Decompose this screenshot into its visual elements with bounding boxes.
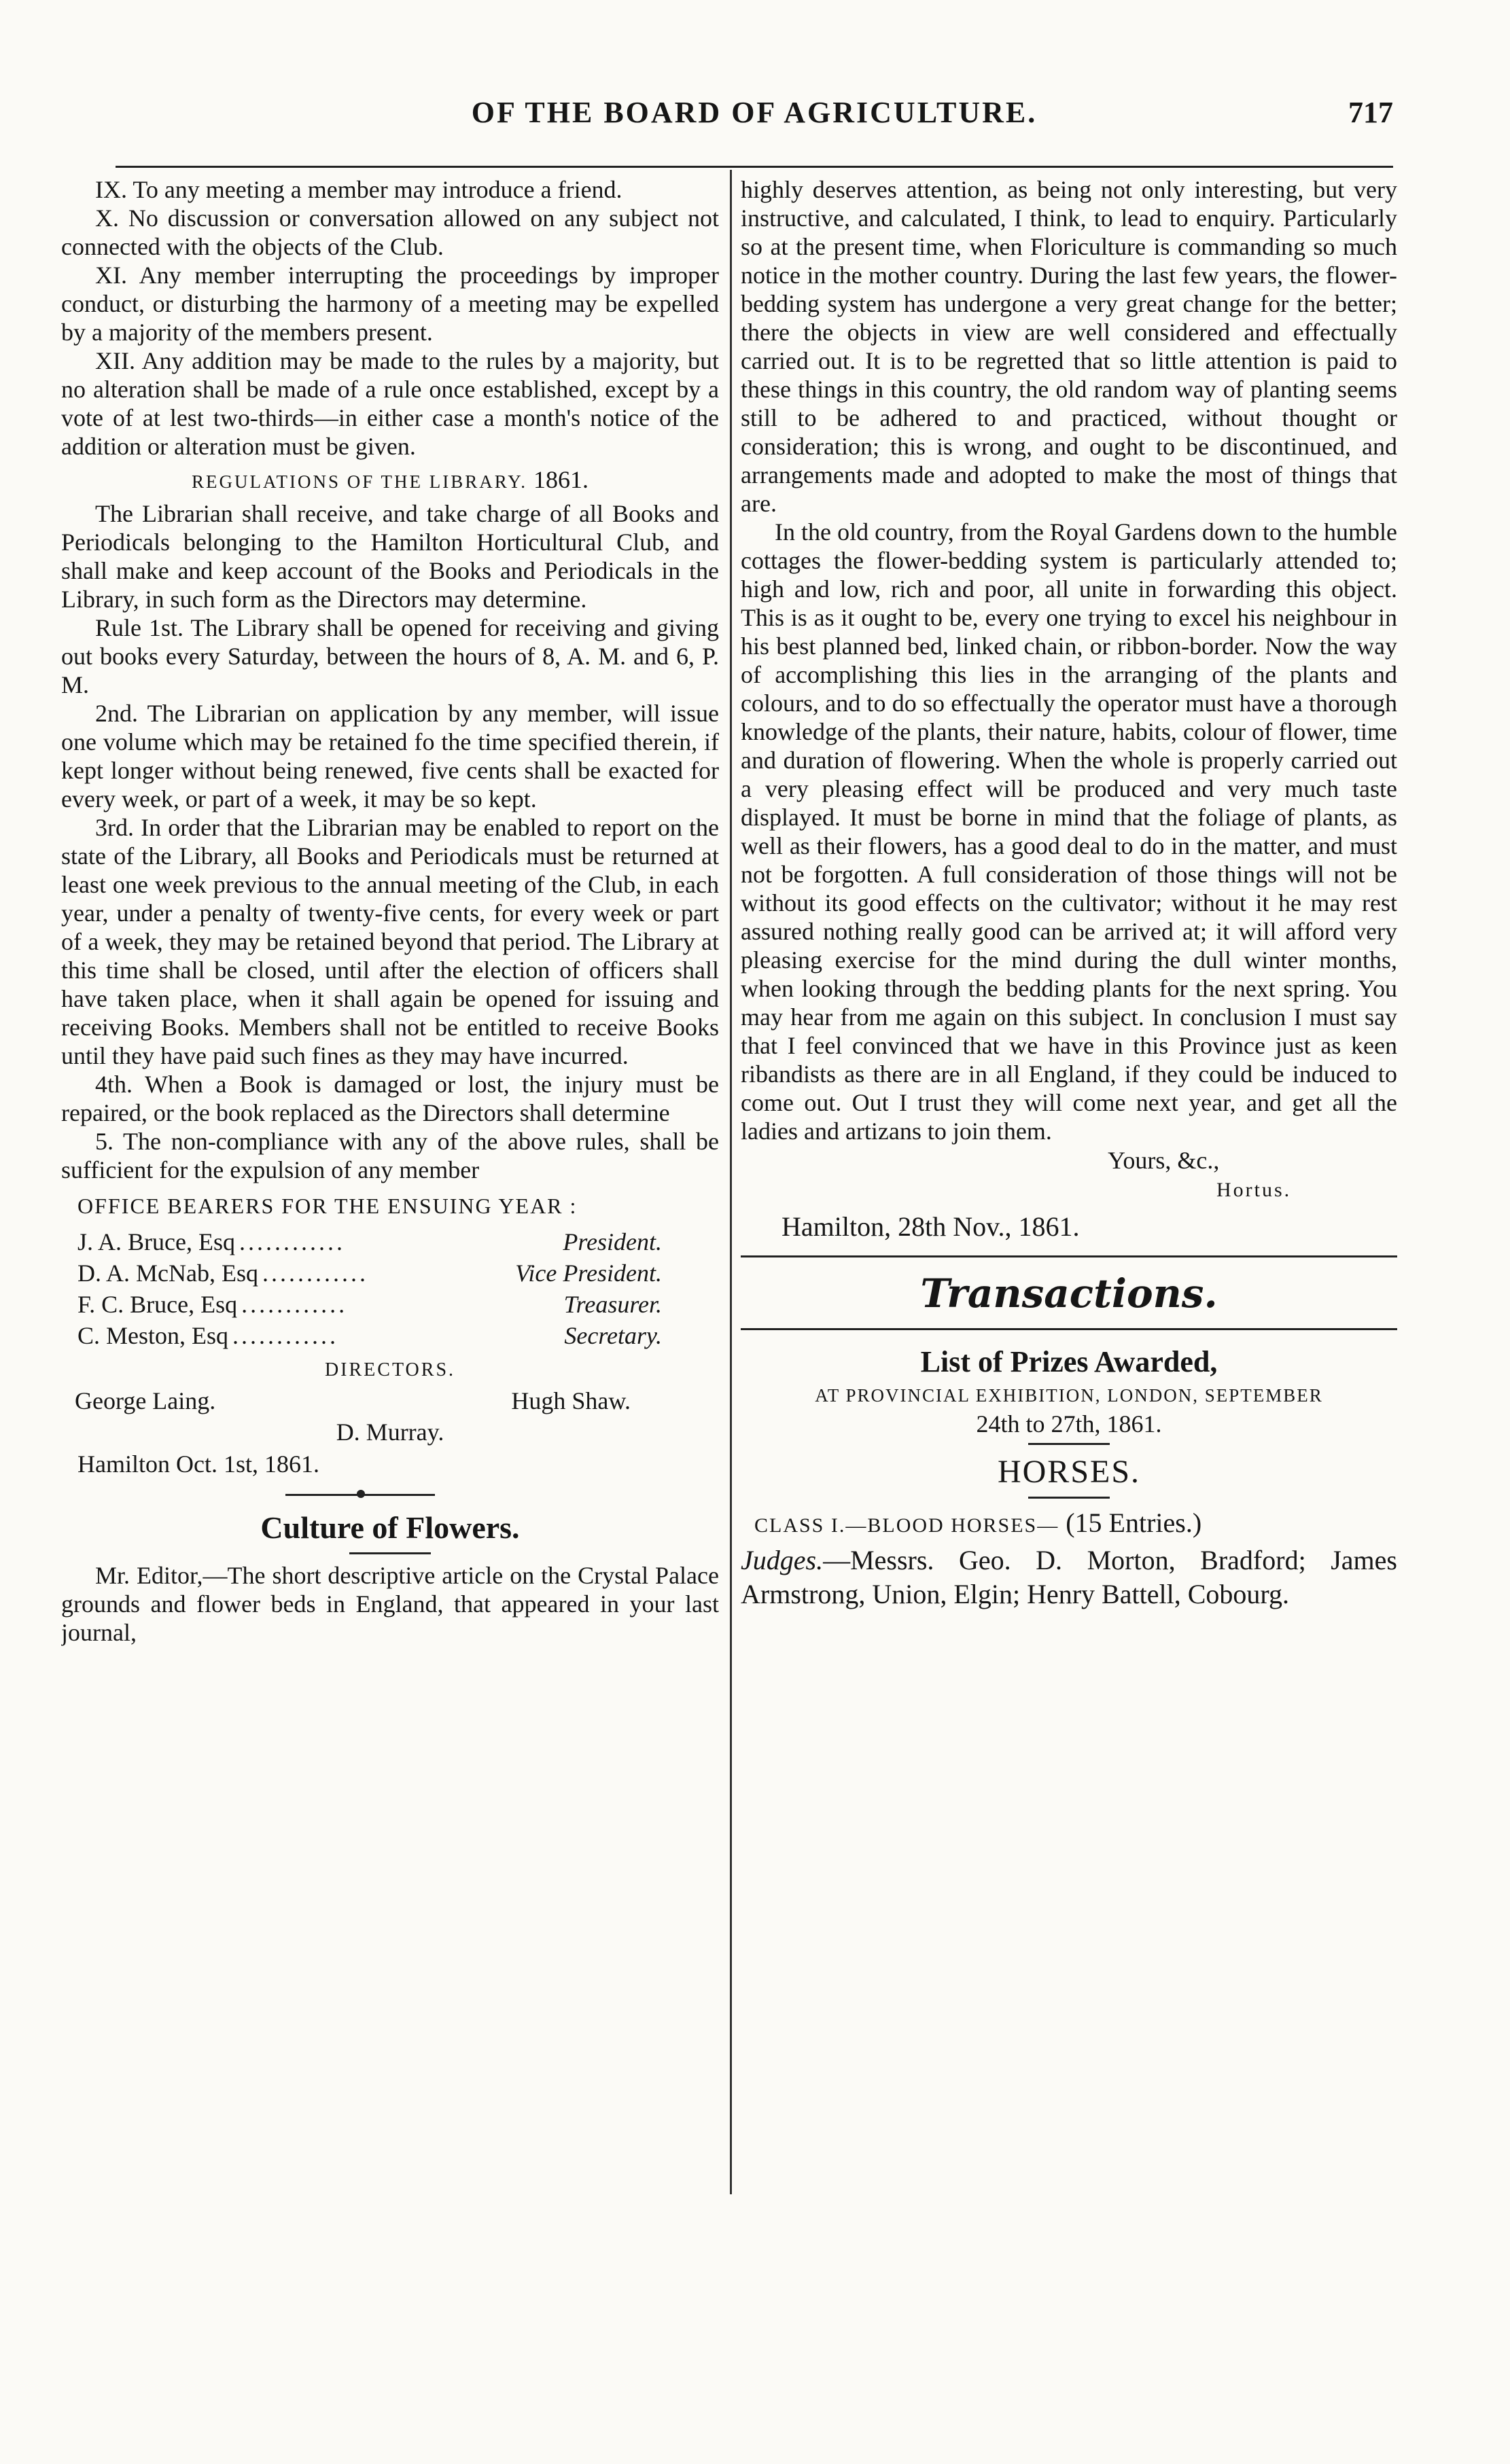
officer-role: President.: [563, 1228, 662, 1255]
directors-heading: DIRECTORS.: [324, 1359, 456, 1380]
officer-name: J. A. Bruce, Esq: [77, 1228, 235, 1255]
directors-row: [61, 1385, 719, 1416]
culture-continued-para: highly deserves attention, as being not only interesting, but very instructive, and calculated, I think, to lead to enquiry. Particularly so at the present time, when Floriculture is commanding so much notice in the mother country. During the last few years, the flower-bedding system has undergone a very great change for the better; there the objects in view are well considered and effectually carried out. It is to be regretted that so little attention is paid to these things in this country, the old random way of planting seems still to be adhered to and practiced, without thought or consideration; this is wrong, and ought to be discontinued, and arrangements made and adopted to make the most of things that are.: [741, 176, 1397, 517]
director-left: George Laing.: [75, 1387, 216, 1414]
letter-dateline: Hamilton, 28th Nov., 1861.: [782, 1211, 1080, 1242]
page-number: 717: [1348, 96, 1393, 129]
signature: Hortus.: [1216, 1179, 1292, 1201]
library-rule-1: Rule 1st. The Library shall be opened for receiving and giving out books every Saturday, between the hours of 8, A. M. and 6, P. M.: [61, 614, 719, 698]
judges-line: [741, 1543, 1397, 1611]
library-rule-5: 5. The non-compliance with any of the above rules, shall be sufficient for the expulsion of any member: [61, 1128, 719, 1183]
judges-label: Judges.: [741, 1545, 824, 1575]
officer-name: C. Meston, Esq: [77, 1322, 229, 1349]
short-rule: [1028, 1443, 1110, 1445]
header-rule: [116, 166, 1393, 168]
valediction: Yours, &c.,: [1108, 1147, 1220, 1174]
leader-dots: ............: [239, 1228, 345, 1255]
rule-xii: XII. Any addition may be made to the rules by a majority, but no alteration shall be made of a rule once established, except by a vote of at lest two-thirds—in either case a month's notice of the addition or alteration must be given.: [61, 347, 719, 460]
officer-role: Vice President.: [515, 1260, 662, 1287]
officer-vice-president: [61, 1257, 662, 1289]
ornament-dot: [357, 1490, 365, 1498]
short-rule: [1028, 1497, 1110, 1499]
officer-role: Secretary.: [564, 1322, 662, 1349]
right-column: [741, 175, 1397, 2247]
section-rule: [741, 1255, 1397, 1257]
section-rule: [741, 1328, 1397, 1330]
office-bearers-heading: OFFICE BEARERS FOR THE ENSUING YEAR :: [77, 1194, 578, 1218]
director-right: Hugh Shaw.: [511, 1387, 631, 1414]
letter-signoff: [741, 1145, 1397, 1205]
column-divider: [730, 170, 732, 2194]
exhibition-line: AT PROVINCIAL EXHIBITION, LONDON, SEPTEMBER: [815, 1385, 1323, 1406]
club-dateline: Hamilton Oct. 1st, 1861.: [77, 1450, 319, 1478]
library-rule-4: 4th. When a Book is damaged or lost, the injury must be repaired, or the book replaced as the Directors shall determine: [61, 1071, 719, 1126]
library-regulations-heading: [61, 463, 719, 498]
officer-secretary: [61, 1320, 662, 1351]
transactions-heading: Transactions.: [920, 1270, 1218, 1317]
culture-opening-para: Mr. Editor,—The short descriptive article on the Crystal Palace grounds and flower beds in England, that appeared in your last journal,: [61, 1562, 719, 1646]
library-rule-2: 2nd. The Librarian on application by any member, will issue one volume which may be retained fo the time specified therein, if kept longer without being renewed, five cents shall be exacted for every week, or part of a week, it may be so kept.: [61, 700, 719, 813]
exhibition-dates: 24th to 27th, 1861.: [976, 1410, 1162, 1438]
section-ornament-rule: [61, 1487, 719, 1502]
librarian-duties: The Librarian shall receive, and take charge of all Books and Periodicals belonging to the Hamilton Horticultural Club, and shall make and keep account of the Books and Periodicals in the Library, in such form as the Directors may determine.: [61, 500, 719, 613]
left-column: [61, 175, 719, 2247]
judges-text: —Messrs. Geo. D. Morton, Bradford; James Armstrong, Union, Elgin; Henry Battell, Cobourg.: [741, 1545, 1397, 1609]
rule-xi: XI. Any member interrupting the proceedings by improper conduct, or disturbing the harmony of a meeting may be expelled by a majority of the members present.: [61, 262, 719, 346]
officer-role: Treasurer.: [563, 1291, 662, 1318]
library-heading-caps: REGULATIONS OF THE LIBRARY.: [191, 471, 528, 492]
prizes-title: List of Prizes Awarded,: [920, 1345, 1218, 1378]
officer-name: D. A. McNab, Esq: [77, 1260, 258, 1287]
library-rule-3: 3rd. In order that the Librarian may be enabled to report on the state of the Library, all Books and Periodicals must be returned at least one week previous to the annual meeting of the Club, in each year, under a penalty of twenty-five cents, for every week or part of a week, they may be retained beyond that period. The Library at this time shall be closed, until after the election of officers shall have taken place, when it shall again be opened for issuing and receiving Books. Members shall not be entitled to receive Books until they have paid such fines as they may have incurred.: [61, 814, 719, 1069]
page-header: [116, 95, 1393, 133]
officer-name: F. C. Bruce, Esq: [77, 1291, 238, 1318]
officer-treasurer: [61, 1289, 662, 1320]
class-line: [741, 1505, 1397, 1543]
culture-old-country-para: In the old country, from the Royal Gardens down to the humble cottages the flower-bedding system is particularly attended to; high and low, rich and poor, all unite in forwarding this object. This is as it ought to be, every one trying to excel his neighbour in his best planned bed, linked chain, or ribbon-border. Now the way of accomplishing this lies in the arranging of the plants and colours, and to do so effectually the operator must have a thorough knowledge of the plants, their nature, habits, colour of flower, time and duration of flowering. When the whole is properly carried out a very pleasing effect will be produced and very much taste displayed. It must be borne in mind that the foliage of plants, as well as their flowers, has a good deal to do in the matter, and must not be forgotten. A full consideration of those things will not be without its good effects on the cultivator; without it he may rest assured nothing really good can be arrived at; it will afford very pleasing exercise for the mind during the dull winter months, when looking through the bedding plants for the next spring. You may hear from me again on this subject. In conclusion I must say that I feel convinced that we have in this Province just as keen ribandists as there are in all England, if they could be induced to come out. Out I trust they will come next year, and get all the ladies and artizans to join them.: [741, 518, 1397, 1145]
officer-president: [61, 1226, 662, 1257]
rule-ix: IX. To any meeting a member may introduce a friend.: [95, 176, 622, 203]
class-entries: (15 Entries.): [1066, 1507, 1202, 1538]
class-prefix: CLASS I.—BLOOD HORSES—: [754, 1514, 1059, 1537]
leader-dots: ............: [241, 1291, 348, 1318]
culture-of-flowers-heading: Culture of Flowers.: [260, 1510, 520, 1545]
horses-heading: HORSES.: [997, 1454, 1141, 1490]
leader-dots: ............: [232, 1322, 339, 1349]
short-rule: [349, 1552, 431, 1554]
leader-dots: ............: [262, 1260, 368, 1287]
running-head: OF THE BOARD OF AGRICULTURE.: [471, 96, 1038, 129]
rule-x: X. No discussion or conversation allowed on any subject not connected with the objects of the Club.: [61, 204, 719, 260]
director-center: D. Murray.: [336, 1418, 444, 1446]
library-heading-year: 1861.: [533, 466, 589, 493]
